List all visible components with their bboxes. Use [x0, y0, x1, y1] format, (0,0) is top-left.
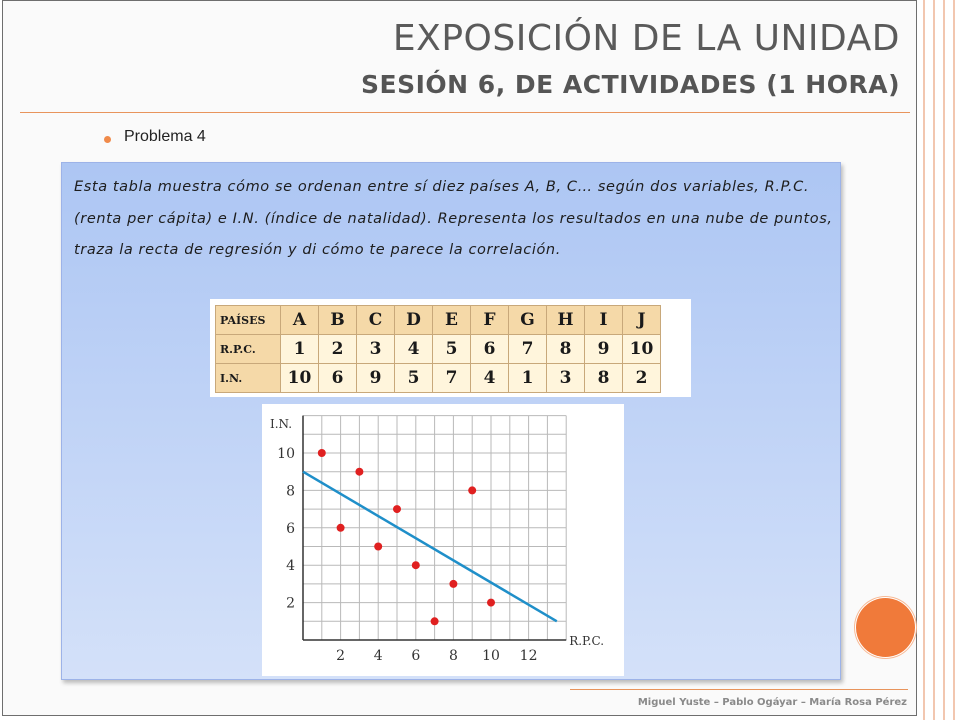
table-row: [216, 335, 661, 364]
data-point: [412, 561, 420, 569]
table-cell: F: [471, 306, 509, 335]
table-cell: 2: [623, 364, 661, 393]
table-cell: 7: [433, 364, 471, 393]
problem-label: Problema 4: [124, 128, 206, 145]
y-tick-label: 8: [286, 483, 295, 500]
data-point: [318, 449, 326, 457]
data-table: [215, 305, 661, 393]
decorative-circle: [856, 598, 915, 657]
bullet-icon: [104, 136, 111, 143]
y-tick-label: 10: [277, 446, 295, 462]
table-cell: G: [509, 306, 547, 335]
table-cell: 1: [281, 335, 319, 364]
table-cell: 2: [319, 335, 357, 364]
data-point: [468, 486, 476, 494]
table-row: [216, 364, 661, 393]
table-cell: 5: [433, 335, 471, 364]
data-point: [431, 617, 439, 625]
data-point: [393, 505, 401, 513]
table-cell: 10: [281, 364, 319, 393]
table-cell: 3: [547, 364, 585, 393]
table-row-header: PAÍSES: [216, 306, 281, 335]
y-tick-label: 2: [286, 595, 295, 612]
table-row: [216, 306, 661, 335]
data-point: [487, 599, 495, 607]
x-tick-label: 4: [373, 648, 383, 664]
data-point: [337, 524, 345, 532]
table-cell: E: [433, 306, 471, 335]
table-cell: 10: [623, 335, 661, 364]
data-point: [449, 580, 457, 588]
problem-statement: Esta tabla muestra cómo se ordenan entre sí diez países A, B, C… según dos variables, R.P.C. (renta per cápita) e I.N. (índice de natalidad). Representa los resultados en una nube de puntos, traza la recta de regresión y di cómo te parece la correlación.: [74, 179, 833, 258]
table-cell: H: [547, 306, 585, 335]
table-cell: 4: [471, 364, 509, 393]
data-point: [355, 468, 363, 476]
table-cell: 6: [319, 364, 357, 393]
page-title: EXPOSICIÓN DE LA UNIDAD: [392, 18, 900, 59]
page-subtitle: SESIÓN 6, DE ACTIVIDADES (1 HORA): [361, 70, 900, 99]
x-axis-label: R.P.C.: [569, 634, 605, 648]
chart-svg: [262, 404, 624, 676]
table-cell: 5: [395, 364, 433, 393]
table-cell: 8: [585, 364, 623, 393]
table-row-header: I.N.: [216, 364, 281, 393]
y-tick-label: 4: [286, 558, 295, 575]
table-row-header: R.P.C.: [216, 335, 281, 364]
title-divider: [20, 112, 910, 113]
data-point: [374, 543, 382, 551]
table-cell: 7: [509, 335, 547, 364]
table-cell: 9: [357, 364, 395, 393]
y-tick-label: 6: [286, 520, 295, 537]
x-tick-label: 6: [411, 648, 421, 664]
x-tick-label: 2: [336, 648, 346, 664]
table-cell: 8: [547, 335, 585, 364]
table-cell: 1: [509, 364, 547, 393]
data-table-container: [210, 299, 691, 397]
table-cell: B: [319, 306, 357, 335]
footer-divider: [570, 689, 908, 690]
table-cell: D: [395, 306, 433, 335]
table-cell: I: [585, 306, 623, 335]
scatter-chart: [262, 404, 624, 676]
table-cell: C: [357, 306, 395, 335]
footer-authors: Miguel Yuste – Pablo Ogáyar – María Rosa Pérez: [637, 697, 907, 708]
x-tick-label: 8: [448, 648, 458, 664]
table-cell: 4: [395, 335, 433, 364]
table-cell: J: [623, 306, 661, 335]
table-cell: 9: [585, 335, 623, 364]
table-cell: A: [281, 306, 319, 335]
table-cell: 6: [471, 335, 509, 364]
x-tick-label: 12: [519, 648, 538, 664]
decorative-stripe: [918, 0, 960, 720]
y-axis-label: I.N.: [270, 417, 293, 431]
table-cell: 3: [357, 335, 395, 364]
x-tick-label: 10: [482, 648, 500, 664]
